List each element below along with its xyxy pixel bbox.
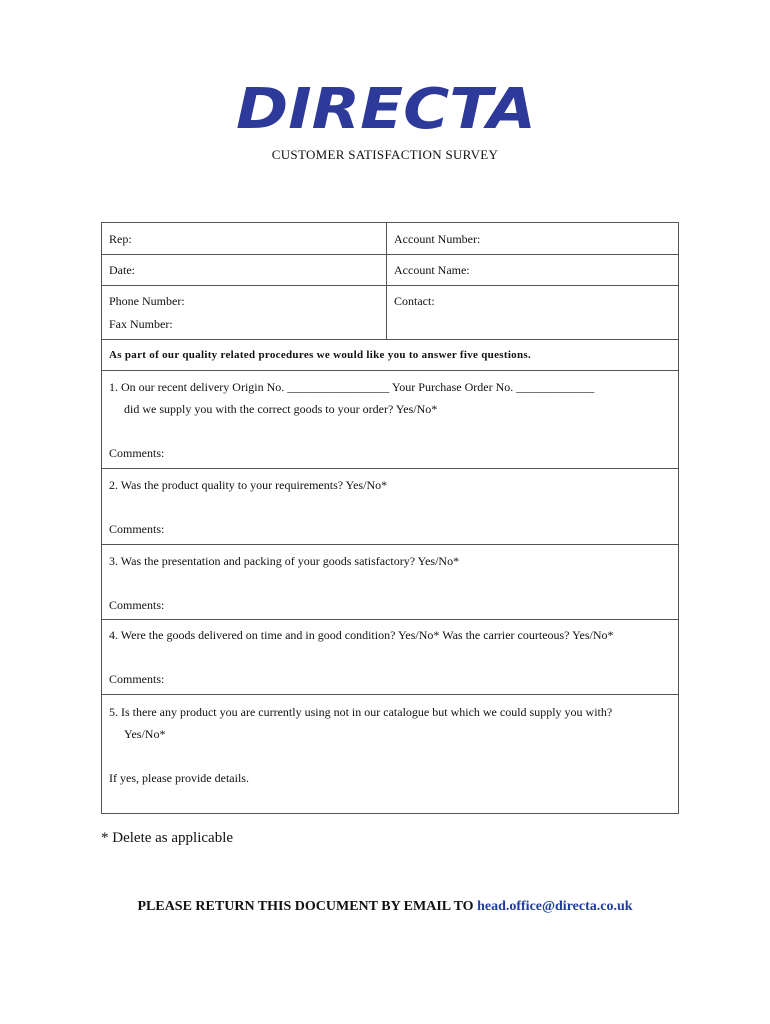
date-label: Date:	[109, 263, 135, 277]
phone-fax-cell[interactable]	[102, 286, 386, 339]
question-1[interactable]	[102, 371, 678, 469]
return-text: PLEASE RETURN THIS DOCUMENT BY EMAIL TO	[137, 899, 474, 914]
account-name-cell[interactable]	[386, 255, 678, 285]
survey-form	[101, 222, 679, 814]
row-rep	[102, 223, 678, 255]
page-title: CUSTOMER SATISFACTION SURVEY	[271, 147, 499, 162]
contact-label: Contact:	[394, 294, 435, 308]
intro-text: As part of our quality related procedures we would like you to answer five questions.	[109, 349, 532, 361]
intro-row	[102, 340, 678, 371]
rep-label: Rep:	[109, 232, 132, 246]
q4-text: 4. Were the goods delivered on time and in good condition? Yes/No* Was the carrier courteous? Yes/No*	[109, 628, 614, 642]
question-3[interactable]	[102, 545, 678, 620]
q4-comments-label: Comments:	[109, 672, 165, 686]
question-2[interactable]	[102, 469, 678, 545]
account-name-label: Account Name:	[394, 263, 470, 277]
delete-note: * Delete as applicable	[101, 830, 234, 846]
q2-text: 2. Was the product quality to your requirements? Yes/No*	[109, 478, 388, 492]
phone-number-label: Phone Number:	[109, 294, 185, 308]
contact-cell[interactable]	[386, 286, 678, 339]
q1-text-cont: did we supply you with the correct goods to your order? Yes/No*	[124, 402, 438, 416]
q3-comments-label: Comments:	[109, 598, 165, 612]
fax-number-label: Fax Number:	[109, 317, 173, 331]
q1-comments-label: Comments:	[109, 446, 165, 460]
question-5[interactable]	[102, 695, 678, 813]
directa-logo	[232, 83, 540, 133]
account-number-label: Account Number:	[394, 232, 481, 246]
q3-text: 3. Was the presentation and packing of your goods satisfactory? Yes/No*	[109, 554, 460, 568]
row-phone	[102, 286, 678, 340]
logo-text: DIRECTA	[236, 83, 536, 133]
return-instructions	[0, 899, 770, 915]
q1-text: 1. On our recent delivery Origin No. _________________ Your Purchase Order No. _____________	[109, 380, 595, 394]
q5-text: 5. Is there any product you are currently using not in our catalogue but which we could supply you with?	[109, 705, 613, 719]
date-cell[interactable]	[102, 255, 386, 285]
q5-details-label: If yes, please provide details.	[109, 771, 249, 785]
q5-text-cont: Yes/No*	[124, 727, 166, 741]
rep-cell[interactable]	[102, 223, 386, 254]
question-4[interactable]	[102, 620, 678, 695]
email-link[interactable]: head.office@directa.co.uk	[477, 899, 633, 914]
account-number-cell[interactable]	[386, 223, 678, 254]
row-date	[102, 255, 678, 286]
q2-comments-label: Comments:	[109, 522, 165, 536]
